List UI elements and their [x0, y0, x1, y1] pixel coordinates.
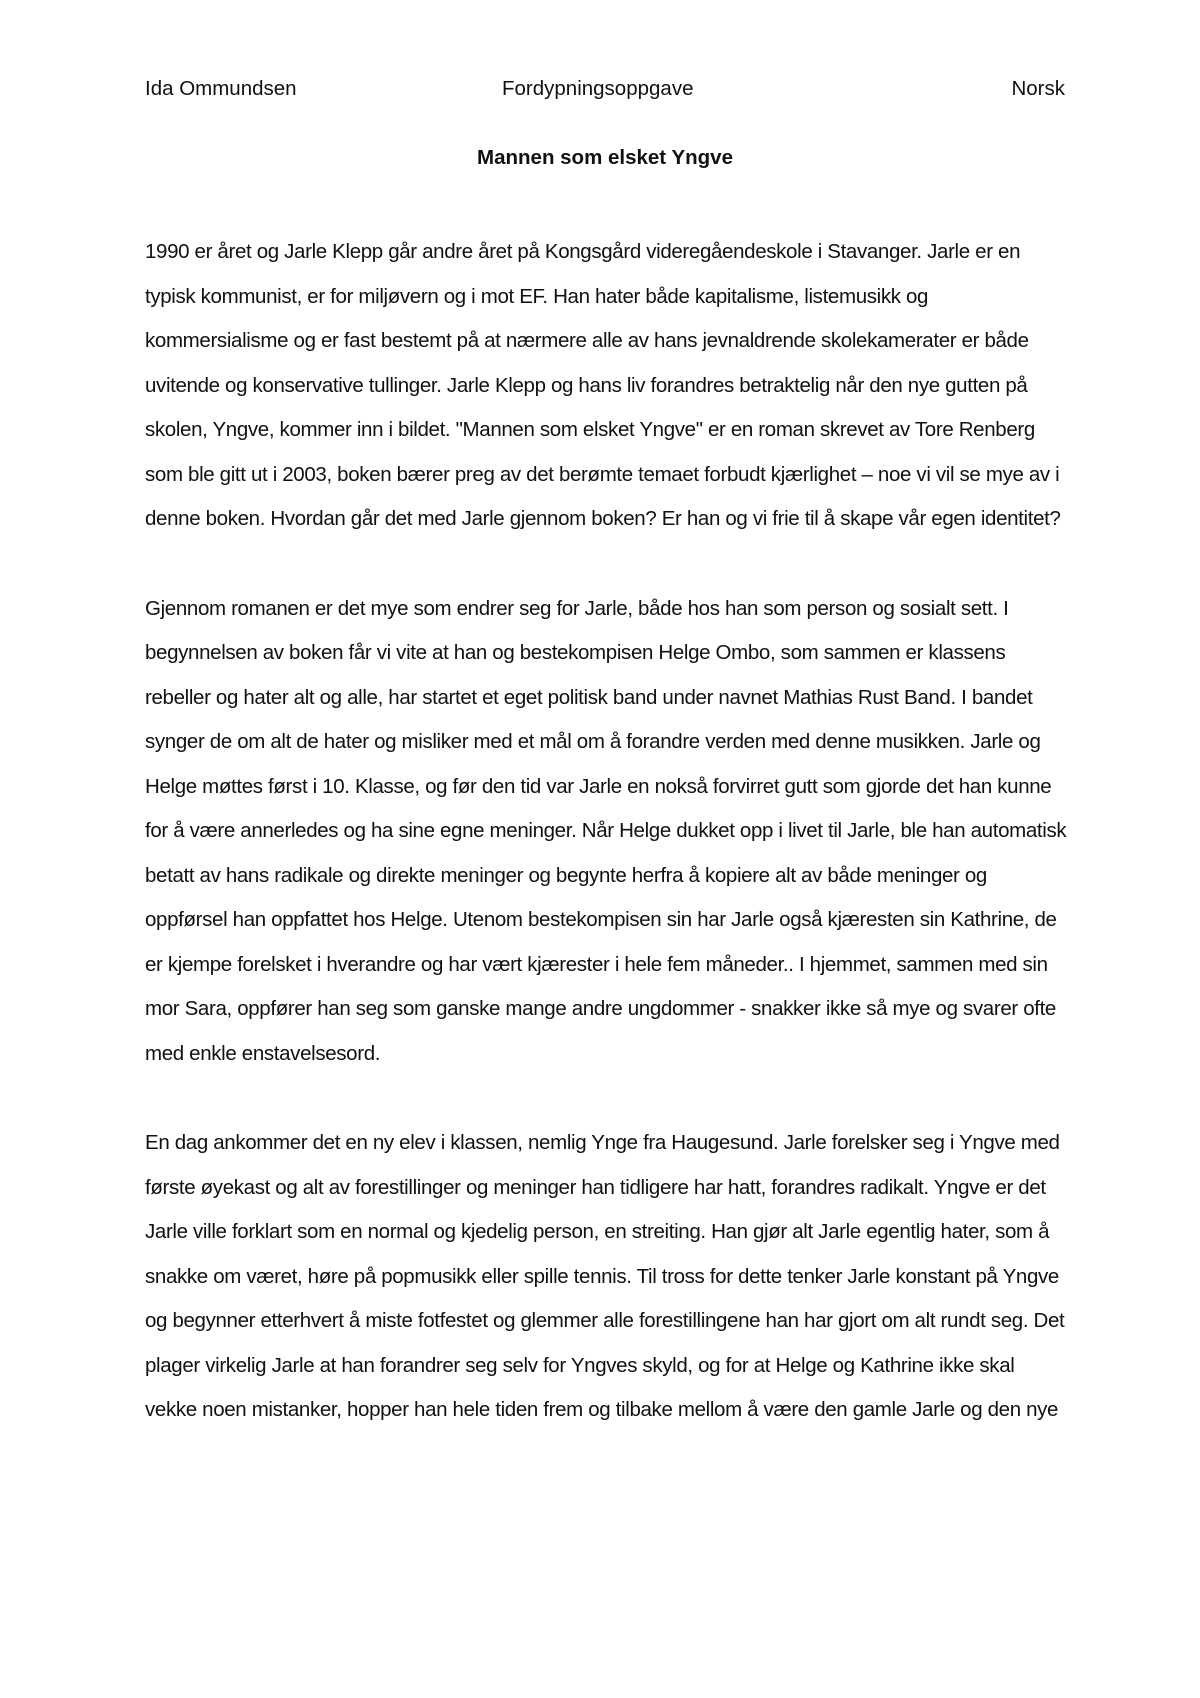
paragraph-intro: 1990 er året og Jarle Klepp går andre året på Kongsgård videregåendeskole i Stavanger. Jarle er en typisk kommunist, er for miljøvern og i mot EF. Han hater både kapitalisme, listemusikk og kommersialisme og er fast bestemt på at nærmere alle av hans jevnaldrende skolekamerater er både uvitende og konservative tullinger. Jarle Klepp og hans liv forandres betraktelig når den nye gutten på skolen, Yngve, kommer inn i bildet. "Mannen som elsket Yngve" er en roman skrevet av Tore Renberg som ble gitt ut i 2003, boken bærer preg av det berømte temaet forbudt kjærlighet – noe vi vil se mye av i denne boken. Hvordan går det med Jarle gjennom boken? Er han og vi frie til å skape vår egen identitet?	[145, 240, 1061, 530]
paragraph-jarle-development: Gjennom romanen er det mye som endrer seg for Jarle, både hos han som person og sosialt sett. I begynnelsen av boken får vi vite at han og bestekompisen Helge Ombo, som sammen er klassens rebeller og hater alt og alle, har startet et eget politisk band under navnet Mathias Rust Band. I bandet synger de om alt de hater og misliker med et mål om å forandre verden med denne musikken. Jarle og Helge møttes først i 10. Klasse, og før den tid var Jarle en nokså forvirret gutt som gjorde det han kunne for å være annerledes og ha sine egne meninger. Når Helge dukket opp i livet til Jarle, ble han automatisk betatt av hans radikale og direkte meninger og begynte herfra å kopiere alt av både meninger og oppførsel han oppfattet hos Helge. Utenom bestekompisen sin har Jarle også kjæresten sin Kathrine, de er kjempe forelsket i hverandre og har vært kjærester i hele fem måneder.. I hjemmet, sammen med sin mor Sara, oppfører han seg som ganske mange andre ungdommer - snakker ikke så mye og svarer ofte med enkle enstavelsesord.	[145, 596, 1067, 1065]
header-subject: Norsk	[1011, 77, 1065, 100]
header-assignment: Fordypningsoppgave	[502, 77, 694, 100]
paragraph-yngve-arrival: En dag ankommer det en ny elev i klassen, nemlig Ynge fra Haugesund. Jarle forelsker seg i Yngve med første øyekast og alt av forestillinger og meninger han tidligere har hatt, forandres radikalt. Yngve er det Jarle ville forklart som en normal og kjedelig person, en streiting. Han gjør alt Jarle egentlig hater, som å snakke om været, høre på popmusikk eller spille tennis. Til tross for dette tenker Jarle konstant på Yngve og begynner etterhvert å miste fotfestet og glemmer alle forestillingene han har gjort om alt rundt seg. Det plager virkelig Jarle at han forandrer seg selv for Yngves skyld, og for at Helge og Kathrine ikke skal vekke noen mistanker, hopper han hele tiden frem og tilbake mellom å være den gamle Jarle og den nye	[145, 1131, 1065, 1421]
document-title: Mannen som elsket Yngve	[477, 146, 733, 169]
header-author: Ida Ommundsen	[145, 77, 297, 100]
page-header	[145, 74, 1065, 104]
document-body	[145, 230, 1067, 1478]
